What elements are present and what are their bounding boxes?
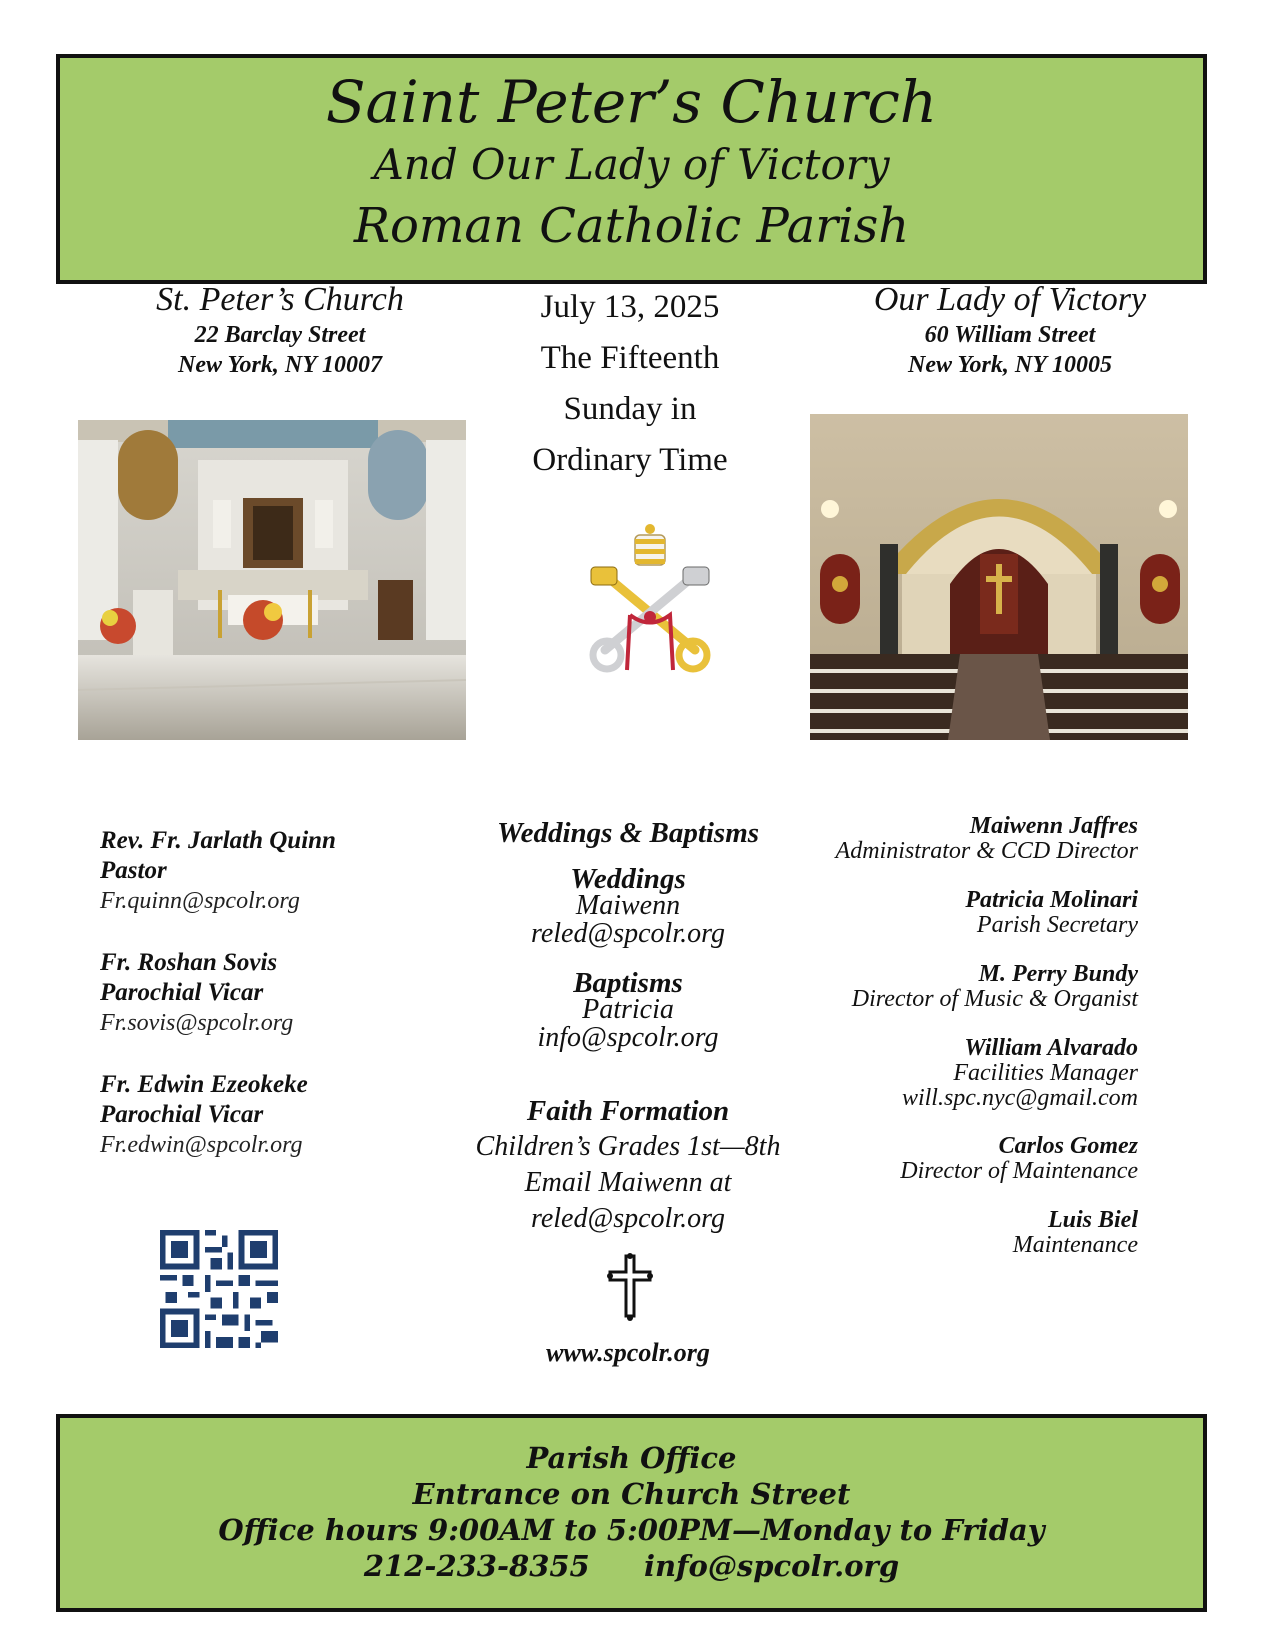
sacraments-title: Weddings & Baptisms bbox=[496, 817, 760, 849]
staff-name: Luis Biel bbox=[1047, 1207, 1138, 1233]
sacraments-section bbox=[438, 815, 818, 1237]
office-entrance: Entrance on Church Street bbox=[412, 1477, 851, 1511]
staff-role: Parish Secretary bbox=[976, 912, 1138, 938]
date-line: July 13, 2025 bbox=[540, 289, 720, 325]
clergy-email: Fr.sovis@spcolr.org bbox=[100, 1010, 294, 1036]
clergy-email: Fr.quinn@spcolr.org bbox=[100, 888, 300, 914]
baptisms-title: Baptisms bbox=[573, 967, 683, 999]
weddings-email: reled@spcolr.org bbox=[530, 918, 725, 949]
right-church-heading bbox=[840, 280, 1180, 380]
staff-entry-jaffres bbox=[836, 814, 1138, 864]
clergy-role: Parochial Vicar bbox=[100, 979, 264, 1006]
staff-name: Patricia Molinari bbox=[965, 887, 1138, 913]
date-line: Ordinary Time bbox=[532, 442, 728, 478]
staff-role: Facilities Manager bbox=[953, 1060, 1138, 1086]
staff-name: William Alvarado bbox=[964, 1035, 1138, 1061]
staff-entry-molinari bbox=[965, 888, 1138, 938]
weddings-title: Weddings bbox=[570, 863, 686, 895]
clergy-name: Rev. Fr. Jarlath Quinn bbox=[100, 827, 336, 854]
parish-office-banner bbox=[56, 1414, 1207, 1612]
weddings-contact: Maiwenn bbox=[575, 890, 681, 921]
staff-name: Maiwenn Jaffres bbox=[969, 813, 1138, 839]
staff-email: will.spc.nyc@gmail.com bbox=[901, 1085, 1138, 1111]
header-title: Saint Peter’s Church bbox=[325, 68, 938, 136]
baptisms-contact: Patricia bbox=[582, 994, 674, 1025]
right-church-name: Our Lady of Victory bbox=[873, 281, 1147, 318]
st-peters-interior-photo bbox=[78, 420, 466, 740]
left-church-city: New York, NY 10007 bbox=[178, 352, 382, 378]
clergy-name: Fr. Edwin Ezeokeke bbox=[100, 1071, 308, 1098]
clergy-entry-quinn bbox=[100, 826, 336, 916]
header-subtitle: And Our Lady of Victory bbox=[373, 140, 890, 189]
staff-name: M. Perry Bundy bbox=[978, 961, 1138, 987]
clergy-role: Pastor bbox=[100, 857, 167, 884]
clergy-name: Fr. Roshan Sovis bbox=[100, 949, 278, 976]
qr-code-icon bbox=[160, 1230, 278, 1348]
faith-formation-title: Faith Formation bbox=[526, 1095, 730, 1127]
staff-name: Carlos Gomez bbox=[998, 1133, 1138, 1159]
office-email[interactable]: info@spcolr.org bbox=[643, 1549, 900, 1583]
staff-entry-alvarado bbox=[902, 1036, 1138, 1111]
left-church-street: 22 Barclay Street bbox=[194, 322, 366, 348]
date-line: Sunday in bbox=[563, 391, 697, 427]
faith-formation-grades: Children’s Grades 1st—8th bbox=[475, 1131, 781, 1162]
staff-role: Director of Maintenance bbox=[900, 1158, 1138, 1184]
header-banner bbox=[56, 54, 1207, 284]
staff-role: Director of Music & Organist bbox=[851, 986, 1138, 1012]
date-line: The Fifteenth bbox=[540, 340, 720, 376]
left-church-name: St. Peter’s Church bbox=[156, 281, 404, 318]
staff-role: Administrator & CCD Director bbox=[835, 838, 1138, 864]
clergy-role: Parochial Vicar bbox=[100, 1101, 264, 1128]
header-parish: Roman Catholic Parish bbox=[353, 198, 910, 254]
right-church-street: 60 William Street bbox=[924, 322, 1096, 348]
our-lady-of-victory-interior-photo bbox=[810, 414, 1188, 740]
cross-icon bbox=[604, 1252, 656, 1322]
right-church-city: New York, NY 10005 bbox=[908, 352, 1112, 378]
office-contact bbox=[60, 1548, 1203, 1584]
office-phone: 212-233-8355 bbox=[363, 1549, 590, 1583]
website-link[interactable]: www.spcolr.org bbox=[546, 1338, 710, 1367]
clergy-entry-ezeokeke bbox=[100, 1070, 308, 1160]
staff-entry-bundy bbox=[852, 962, 1138, 1012]
clergy-email: Fr.edwin@spcolr.org bbox=[100, 1132, 303, 1158]
papal-keys-emblem-icon bbox=[585, 505, 715, 685]
staff-entry-biel bbox=[1013, 1208, 1138, 1258]
faith-formation-instruction: Email Maiwenn at bbox=[524, 1167, 732, 1198]
staff-entry-gomez bbox=[900, 1134, 1138, 1184]
staff-role: Maintenance bbox=[1012, 1232, 1138, 1258]
baptisms-email: info@spcolr.org bbox=[537, 1022, 719, 1053]
office-title: Parish Office bbox=[526, 1441, 737, 1475]
liturgical-date bbox=[480, 282, 780, 486]
left-church-heading bbox=[110, 280, 450, 380]
clergy-entry-sovis bbox=[100, 948, 293, 1038]
office-hours: Office hours 9:00AM to 5:00PM—Monday to Friday bbox=[218, 1513, 1045, 1547]
faith-formation-email: reled@spcolr.org bbox=[530, 1203, 725, 1234]
